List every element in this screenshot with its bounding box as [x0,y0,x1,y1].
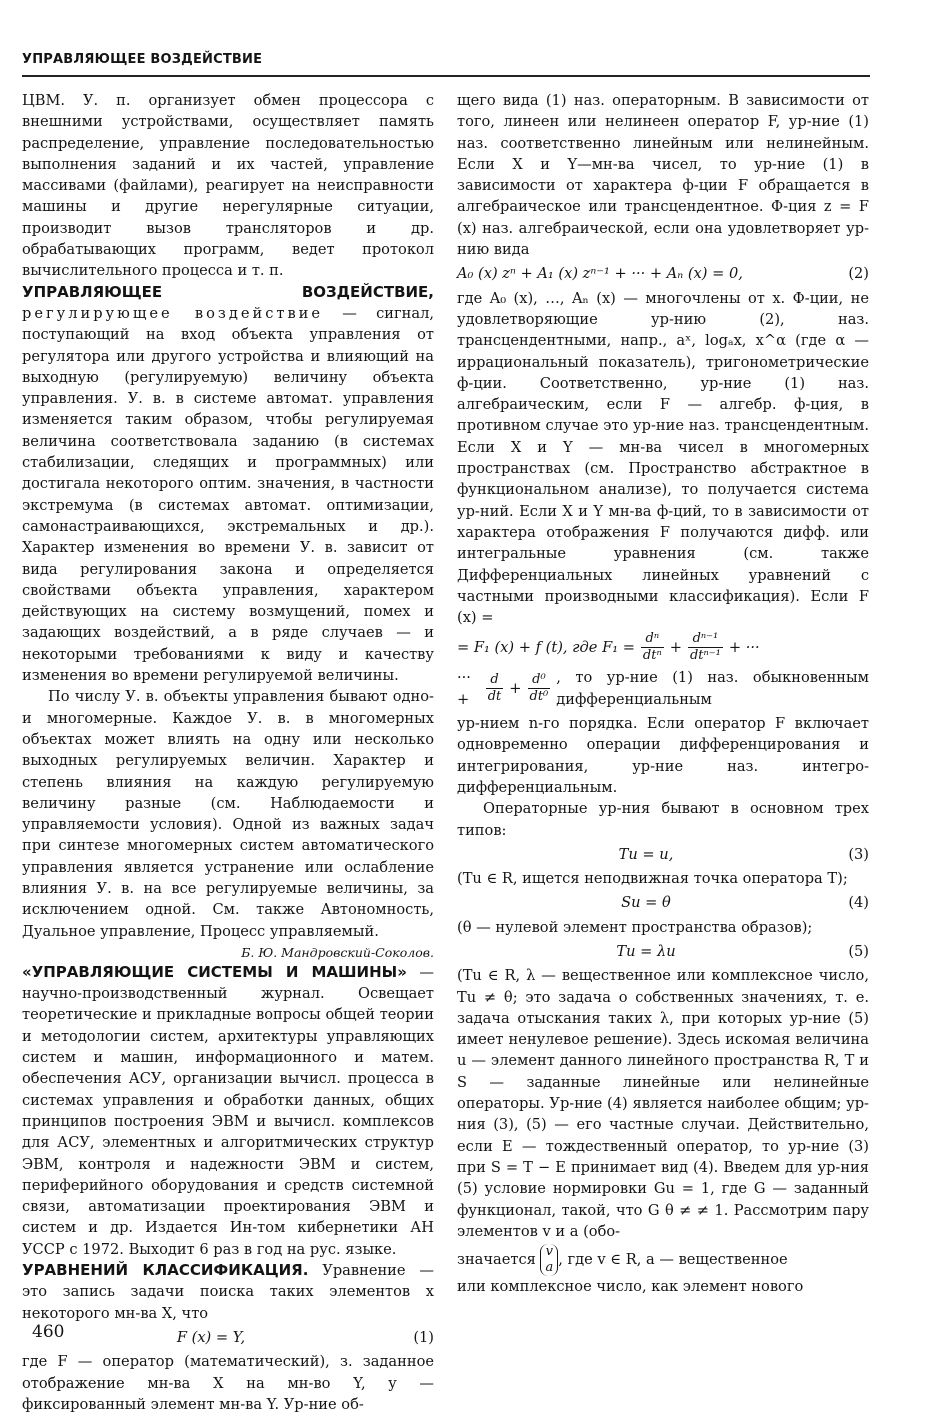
formula-3 [457,844,869,865]
entry-journal [22,962,434,1260]
formula-expression: A₀ (x) zⁿ + A₁ (x) zⁿ⁻¹ + ··· + Aₙ (x) = 0, [457,265,743,283]
numerator: dⁿ⁻¹ [688,631,723,648]
paragraph: Операторные ур-ния бывают в основном трех типов: [457,800,869,839]
paragraph-vector [457,1244,869,1276]
paragraph: ур-нием n-го порядка. Если оператор F включает одновременно операции дифференцирования и интегрирования, ур-ние наз. интегро-дифференциальным. [457,715,869,796]
formula-number: (4) [848,894,869,912]
paragraph: или комплексное число, как элемент нового [457,1278,804,1296]
header-rule [22,75,870,77]
running-head: УПРАВЛЯЮЩЕЕ ВОЗДЕЙСТВИЕ [22,52,263,67]
denominator: dtⁿ⁻¹ [689,648,721,664]
vector-pair [540,1244,558,1276]
text-part: значается [457,1251,536,1269]
formula-note: (Tu ∈ R, ищется неподвижная точка оператора T); [457,870,848,888]
formula-note: (θ — нулевой элемент пространства образов); [457,918,813,936]
formula-part: = F₁ (x) + f (t), где F₁ = [457,639,635,657]
vector-bottom: a [545,1260,554,1276]
entry-control-action [22,282,434,687]
formula-expression: Tu = λu [616,942,676,960]
left-column [22,90,434,1415]
formula-expression: Tu = u, [618,845,674,863]
entry-text: Уравнение — это запись задачи поиска таких элементов x некоторого мн-ва X, что [22,1262,434,1322]
page-number: 460 [32,1322,65,1342]
numerator: d [486,672,504,689]
entry-text: — сигнал, поступающий на вход объекта управления от регулятора или другого устройства и влияющий на выходную (регулируемую) величину объекта управления. У. в. в системе автомат. управления изменяется таким образом, чтобы регулируемая величина соответствовала заданию (в системах стабилизации, следящих и программных) или достигала некоторого оптим. значения, в частности экстремума (в системах автомат. оптимизации, самонастраивающихся, экстремальных и др.). Характер изменения во времени У. в. зависит от вида регулирования закона и определяется свойствами объекта управления, характером действующих на систему возмущений, помех и задающих воздействий, а в ряде случаев — и некоторыми требованиями к виду и качеству изменения во времени регулируемой величины. [22,304,435,685]
fraction [641,631,664,664]
paragraph-continuation: ЦВМ. У. п. организует обмен процессора с внешними устройствами, осуществляет память распределение, управление последовательностью выполнения заданий и их частей, управление массивами (файлами), реагирует на неисправности машины и другие нерегулярные ситуации, производит вызов трансляторов и др. обрабатывающих программ, ведет протокол вычислительного процесса и т. п. [22,92,434,280]
paragraph: где A₀ (x), …, Aₙ (x) — многочлены от x. Ф-ции, не удовлетворяющие ур-нию (2), наз. трансцендентными, напр., aˣ, logₐx, x^α (где α — иррациональный показатель), тригонометрические ф-ции. Соответственно, ур-ние (1) наз. алгебраическим, если F — алгебр. ф-ция, в противном случае это ур-ние наз. трансцендентным. Если X и Y — мн-ва чисел в многомерных пространствах (см. Пространство абстрактное в функциональном анализе), то получается система ур-ний. Если X и Y мн-ва ф-ций, то в зависимости от характера отображения F получаются дифф. или интегральные уравнения (см. также Дифференциальных линейных уравнений с частными производными классификация). Если F (x) = [457,289,869,627]
denominator: dt [487,689,502,705]
formula-expression: Su = θ [621,894,671,912]
vector-top: v [545,1244,554,1260]
formula-number: (1) [413,1328,434,1346]
entry-title: «УПРАВЛЯЮЩИЕ СИСТЕМЫ И МАШИНЫ» [22,962,407,981]
entry-title: УПРАВЛЯЮЩЕЕ ВОЗДЕЙСТВИЕ, [22,282,434,301]
formula-part: + ··· [728,639,760,657]
formula-number: (3) [848,845,869,863]
numerator: d⁰ [528,672,551,689]
formula-expression: F (x) = Y, [176,1328,246,1346]
denominator: dt⁰ [529,689,549,705]
entry-title: УРАВНЕНИЙ КЛАССИФИКАЦИЯ. [22,1261,309,1280]
paragraph: где F — оператор (математический), з. заданное отображение мн-ва X на мн-во Y, y — фиксированный элемент мн-ва Y. Ур-ние об- [22,1353,434,1413]
entry-text: — научно-производственный журнал. Освещает теоретические и прикладные вопросы общей теории и методологии систем, архитектуры управляющих систем и машин, информационного и матем. обеспечения АСУ, организации вычисл. процесса в системах управления и обработки данных, общих принципов построения ЭВМ и вычисл. комплексов для АСУ, элементных и алгоритмических структур ЭВМ, контроля и надежности ЭВМ и систем, периферийного оборудования и средств системной связи, автоматизации проектирования ЭВМ и систем и др. Издается Ин-том кибернетики АН УССР с 1972. Выходит 6 раз в год на рус. языке. [22,963,434,1258]
formula-1 [22,1327,434,1348]
paragraph: (Tu ∈ R, λ — вещественное или комплексное число, Tu ≠ θ; это задача о собственных значениях, т. е. задача отыскания таких λ, при которых ур-ние (5) имеет ненулевое решение). Здесь искомая величина u — элемент данного линейного пространства R, T и S — заданные линейные или нелинейные операторы. Ур-ние (4) является наиболее общим; ур-ния (3), (5) — его частные случаи. Действительно, если E — тождественный оператор, то ур-ние (3) при S = T − E принимает вид (4). Введем для ур-ния (5) условие нормировки Gu = 1, где G — заданный функционал, такой, что G θ ≠ ≠ 1. Рассмотрим пару элементов v и a (обо- [457,967,869,1240]
formula-5 [457,941,869,962]
entry-equation-classification [22,1260,434,1324]
right-column [457,90,869,1297]
paragraph: По числу У. в. объекты управления бывают одно- и многомерные. Каждое У. в. в многомерных объектах может влиять на одну или несколько выходных регулируемых величин. Характер и степень влияния на каждую регулируемую величину разные (см. Наблюдаемости и управляемости условия). Одной из важных задач при синтезе многомерных систем автоматического управления является устранение или ослабление влияния У. в. на все регулируемые величины, за исключением одной. См. также Автономность, Дуальное управление, Процесс управляемый. [22,688,434,940]
author-signature: Б. Ю. Мандровский-Соколов. [241,944,434,960]
formula-part: , то ур-ние (1) наз. обыкновенным дифференциальным [556,669,869,708]
formula-4 [457,892,869,913]
formula-differential-cont: ··· + $\frac{d}{dt}$ + $\frac{\text{d⁰}}{\text{dt⁰}}$ , то ур-ние (1) наз. обыкновенным дифференциальным [457,667,869,710]
text-part: , где v ∈ R, a — вещественное [558,1251,788,1269]
formula-2 [457,263,869,284]
formula-number: (5) [848,942,869,960]
entry-synonym: регулирующее воздействие [22,304,324,322]
fraction [486,672,504,705]
fraction [528,672,551,705]
fraction [688,631,723,664]
formula-part: ··· + [457,669,471,708]
denominator: dtⁿ [642,648,662,664]
formula-differential: = F₁ (x) + f (t), где F₁ = $\frac{\text{dⁿ}}{\text{dtⁿ}}$ + $\frac{\text{dⁿ⁻¹}}{\text{dtⁿ⁻¹}}$ + ··· [457,631,760,664]
formula-number: (2) [848,265,869,283]
paragraph: щего вида (1) наз. операторным. В зависимости от того, линеен или нелинеен оператор F, ур-ние (1) наз. соответственно линейным или нелинейным. Если X и Y—мн-ва чисел, то ур-ние (1) в зависимости от характера ф-ции F обращается в алгебраическое или трансцендентное. Ф-ция z = F (x) наз. алгебраической, если она удовлетворяет ур-нию вида [457,92,869,259]
numerator: dⁿ [641,631,664,648]
